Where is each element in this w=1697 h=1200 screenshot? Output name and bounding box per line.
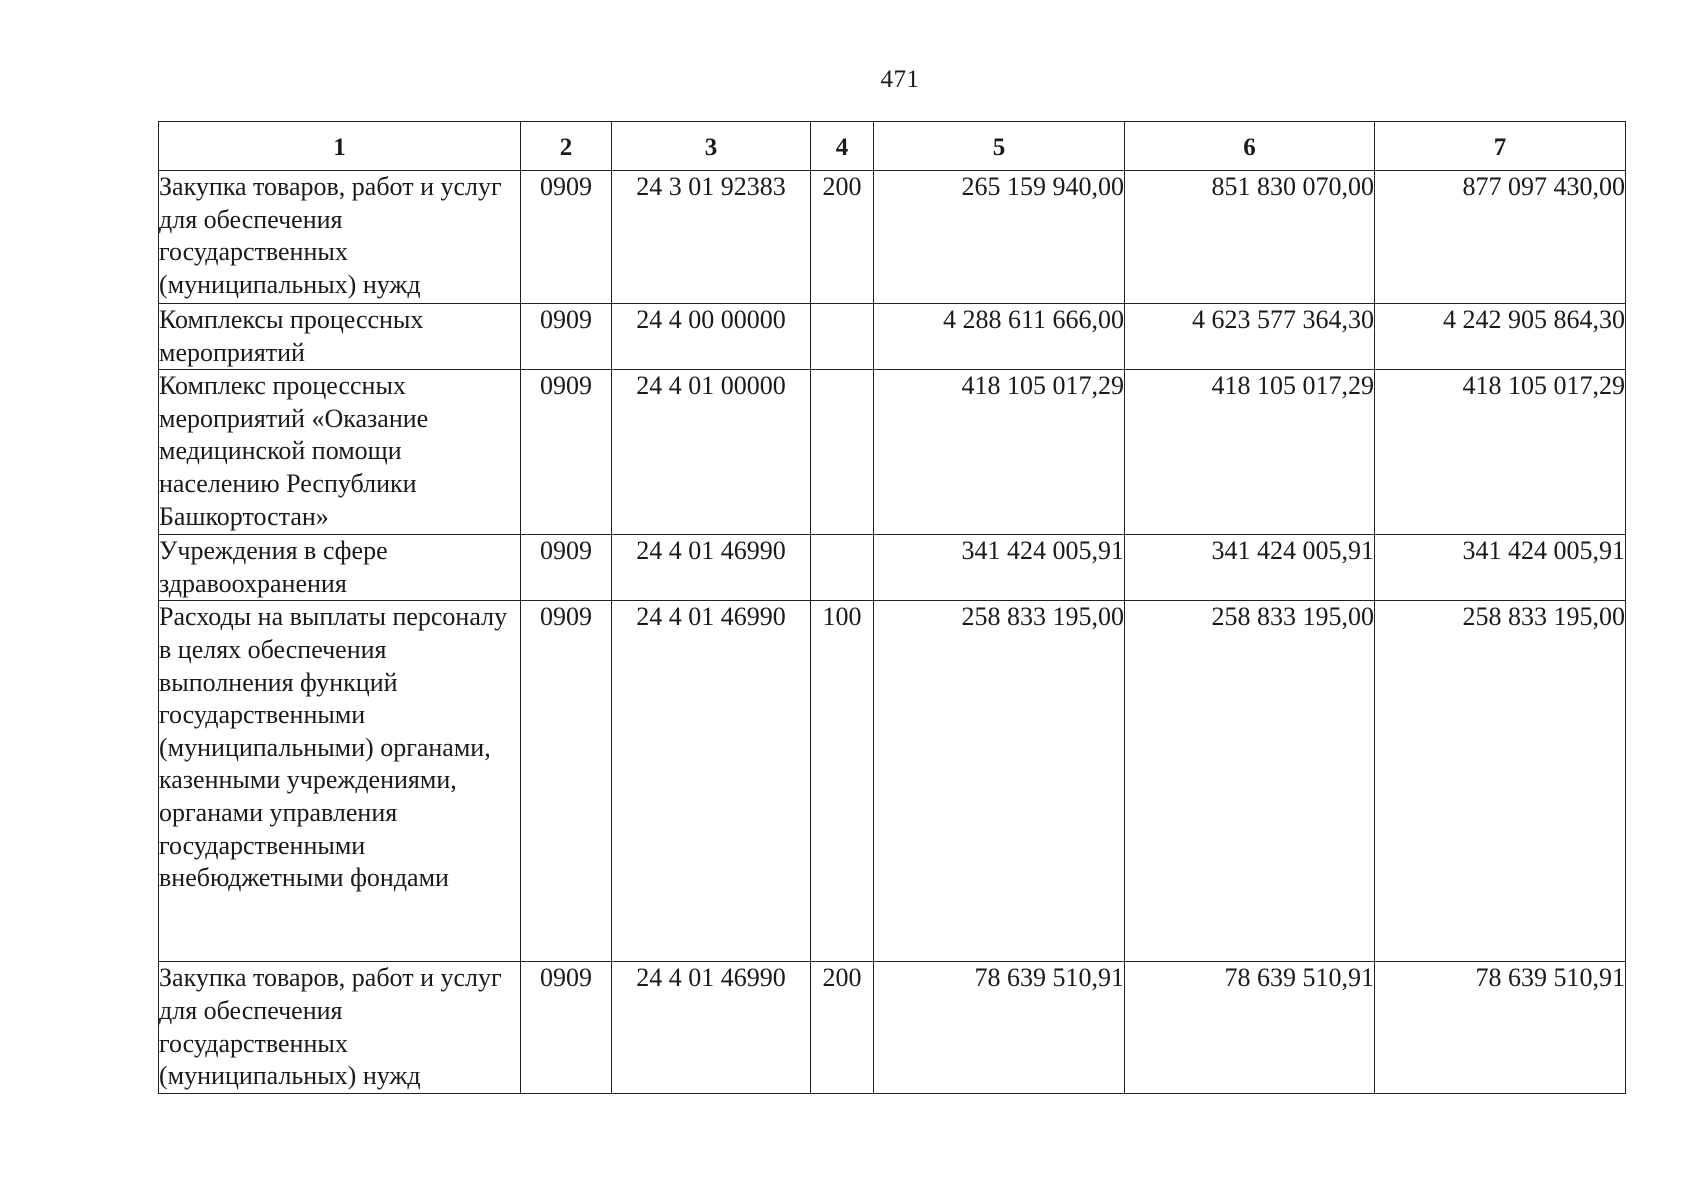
row-amount-2: 4 623 577 364,30: [1125, 304, 1375, 370]
page-number: 471: [880, 66, 920, 93]
column-header-4: 4: [811, 122, 874, 171]
row-expense-type: [811, 535, 874, 601]
row-code: 24 4 01 46990: [612, 601, 811, 962]
row-name: Расходы на выплаты персоналу в целях обеспечения выполнения функций государственными (муниципальными) органами, казенными учреждениями, органами управления государственными внебюджетными фондами: [159, 601, 521, 962]
budget-table: [158, 121, 1626, 1094]
row-expense-type: [811, 370, 874, 535]
table-row: [159, 304, 1626, 370]
row-name: Закупка товаров, работ и услуг для обеспечения государственных (муниципальных) нужд: [159, 962, 521, 1094]
row-expense-type: 200: [811, 171, 874, 304]
row-amount-2: 418 105 017,29: [1125, 370, 1375, 535]
row-name: Комплексы процессных мероприятий: [159, 304, 521, 370]
row-amount-3: 4 242 905 864,30: [1375, 304, 1626, 370]
row-section: 0909: [521, 962, 612, 1094]
row-code: 24 4 00 00000: [612, 304, 811, 370]
row-amount-1: 78 639 510,91: [874, 962, 1125, 1094]
row-amount-1: 341 424 005,91: [874, 535, 1125, 601]
column-header-5: 5: [874, 122, 1125, 171]
row-name: Комплекс процессных мероприятий «Оказание медицинской помощи населению Республики Башкортостан»: [159, 370, 521, 535]
row-section: 0909: [521, 171, 612, 304]
row-amount-3: 877 097 430,00: [1375, 171, 1626, 304]
row-amount-1: 418 105 017,29: [874, 370, 1125, 535]
column-header-2: 2: [521, 122, 612, 171]
column-header-6: 6: [1125, 122, 1375, 171]
row-code: 24 3 01 92383: [612, 171, 811, 304]
row-section: 0909: [521, 535, 612, 601]
header-row: [159, 122, 1626, 171]
row-expense-type: 200: [811, 962, 874, 1094]
row-amount-3: 341 424 005,91: [1375, 535, 1626, 601]
row-code: 24 4 01 00000: [612, 370, 811, 535]
table-row: [159, 601, 1626, 962]
row-section: 0909: [521, 370, 612, 535]
row-section: 0909: [521, 601, 612, 962]
column-header-3: 3: [612, 122, 811, 171]
column-header-7: 7: [1375, 122, 1626, 171]
row-code: 24 4 01 46990: [612, 962, 811, 1094]
row-code: 24 4 01 46990: [612, 535, 811, 601]
row-amount-1: 265 159 940,00: [874, 171, 1125, 304]
row-amount-2: 851 830 070,00: [1125, 171, 1375, 304]
column-header-1: 1: [159, 122, 521, 171]
row-section: 0909: [521, 304, 612, 370]
row-expense-type: 100: [811, 601, 874, 962]
row-amount-1: 4 288 611 666,00: [874, 304, 1125, 370]
row-amount-1: 258 833 195,00: [874, 601, 1125, 962]
table-row: [159, 962, 1626, 1094]
row-name: Учреждения в сфере здравоохранения: [159, 535, 521, 601]
row-amount-2: 258 833 195,00: [1125, 601, 1375, 962]
row-name: Закупка товаров, работ и услуг для обеспечения государственных (муниципальных) нужд: [159, 171, 521, 304]
row-amount-3: 78 639 510,91: [1375, 962, 1626, 1094]
row-amount-3: 258 833 195,00: [1375, 601, 1626, 962]
row-amount-3: 418 105 017,29: [1375, 370, 1626, 535]
table-row: [159, 370, 1626, 535]
table-row: [159, 171, 1626, 304]
row-expense-type: [811, 304, 874, 370]
row-amount-2: 341 424 005,91: [1125, 535, 1375, 601]
table-row: [159, 535, 1626, 601]
row-amount-2: 78 639 510,91: [1125, 962, 1375, 1094]
